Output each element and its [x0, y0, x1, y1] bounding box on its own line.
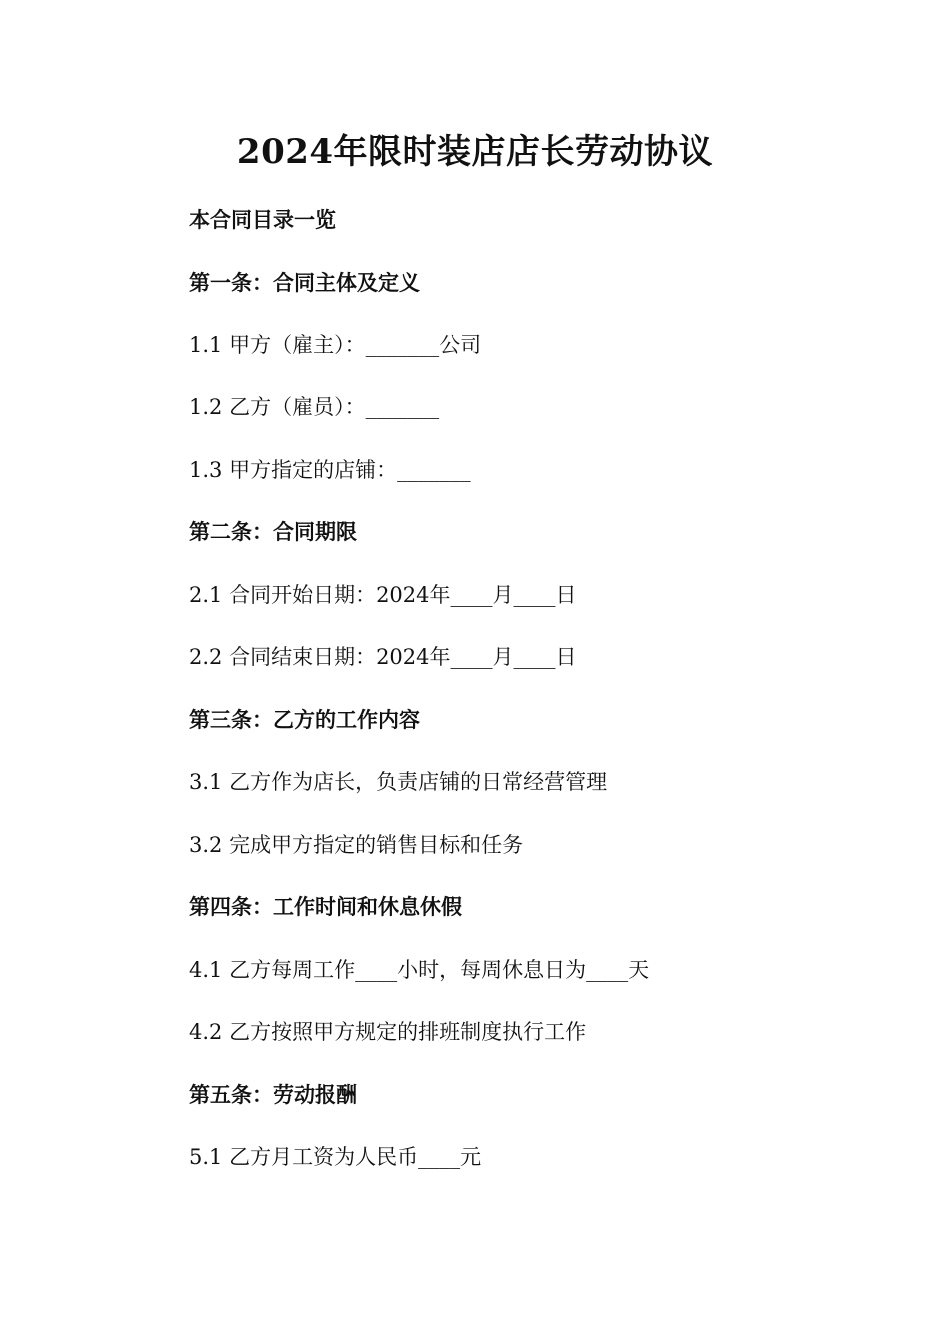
clause-3-2: 3.2 完成甲方指定的销售目标和任务 — [189, 833, 524, 857]
article-2-heading: 第二条：合同期限 — [189, 520, 357, 544]
clause-2-2: 2.2 合同结束日期：2024年____月____日 — [189, 645, 577, 669]
clause-3-1: 3.1 乙方作为店长，负责店铺的日常经营管理 — [189, 770, 608, 794]
document-title: 2024年限时装店店长劳动协议 — [236, 132, 714, 172]
clause-1-1: 1.1 甲方（雇主）：_______公司 — [189, 333, 482, 357]
article-3-heading: 第三条：乙方的工作内容 — [189, 708, 420, 732]
clause-2-1: 2.1 合同开始日期：2024年____月____日 — [189, 583, 577, 607]
clause-5-1: 5.1 乙方月工资为人民币____元 — [189, 1145, 482, 1169]
clause-1-2: 1.2 乙方（雇员）：_______ — [189, 395, 440, 419]
article-4-heading: 第四条：工作时间和休息休假 — [189, 895, 462, 919]
article-1-heading: 第一条：合同主体及定义 — [189, 271, 420, 295]
clause-1-3: 1.3 甲方指定的店铺：_______ — [189, 458, 471, 482]
clause-4-2: 4.2 乙方按照甲方规定的排班制度执行工作 — [189, 1020, 587, 1044]
toc-heading: 本合同目录一览 — [189, 208, 336, 232]
clause-4-1: 4.1 乙方每周工作____小时，每周休息日为____天 — [189, 958, 650, 982]
article-5-heading: 第五条：劳动报酬 — [189, 1083, 357, 1107]
